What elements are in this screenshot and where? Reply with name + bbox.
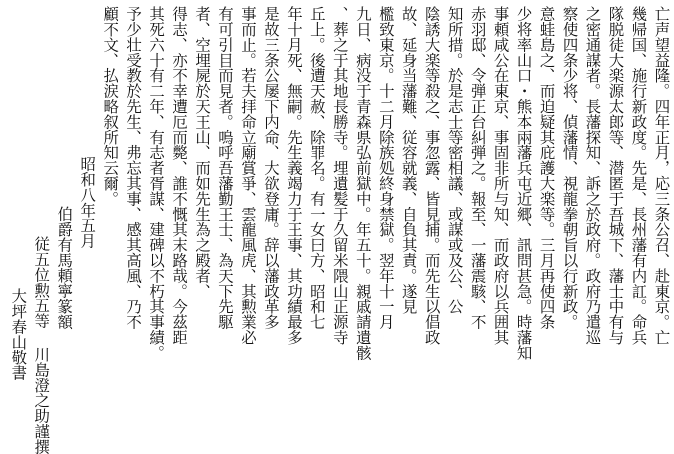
text-column-3: 隊脱徒大楽源太郎等、潜匿于吾城下、藩士中有与	[606, 6, 625, 345]
text-column-22: 得志、亦不幸遭厄而斃、誰不慨其末路哉。今茲距	[170, 6, 189, 345]
author-line: 従五位勲五等 川島澄之助謹撰	[32, 236, 51, 454]
text-column-10: 知所措。於是志士等密相議、或謀或及公、公	[445, 6, 464, 314]
text-column-19: 事而止。若夫拝命立廟賞爭、雲龍風虎、其勲業必	[238, 6, 257, 345]
text-column-20: 有可引目而見者。嗚呼吾藩勤王士、為天下先駆	[216, 6, 234, 330]
text-column-23: 其死六十有二年、有志者胥謀、建碑以不朽其事績。	[147, 6, 166, 361]
text-column-14: 九日、病没于青森県弘前獄中。年五十。親戚請遺骸	[353, 6, 372, 361]
text-column-1: 亡声望益隆。四年正月，応三条公召、赴東京。亡	[652, 6, 671, 345]
calligraphy-credit-line: 大坪春山敬書	[9, 288, 28, 381]
text-column-2: 幾帰国、施行新政度。先是、長州藩有内訌。命兵	[629, 6, 648, 345]
text-column-25: 顧不文、払涙略叙所知云爾。	[101, 6, 120, 207]
text-column-15: 、葬之于其地長勝寺。埋遺髪于久留米隈山正源寺	[330, 6, 349, 345]
text-column-9: 赤羽邸、令弾正台糾弾之。報至、一藩震駭、不	[468, 6, 487, 330]
text-column-13: 檻致東京。十二月除族処終身禁獄。翌年十一月	[376, 6, 395, 330]
text-column-5: 察使四条少将、偵藩情、視龍拳朝旨以行新政。	[560, 6, 579, 330]
text-column-4: 之密通謀者。長藩探知、訴之於政府。政府乃遣巡	[583, 6, 602, 345]
text-column-21: 者、空埋屍於天王山、而如先生為之殿者、	[193, 6, 212, 299]
text-column-6: 意蛙島之、而迫疑其庇護大楽等。三月再使四条	[537, 6, 556, 330]
calligrapher-line: 伯爵有馬頼寧篆額	[55, 206, 74, 330]
date-line: 昭和八年五月	[78, 156, 97, 249]
text-column-12: 故、延身当藩難、従容就義、自負其責。遂見	[399, 6, 418, 314]
text-column-17: 年十月死、無嗣。先生義竭力于王事、其功績最多	[284, 6, 303, 345]
text-column-24: 予少壮受教於先生、弗忘其事、感其高風、乃不	[124, 6, 143, 330]
text-column-16: 丘上。後遭天赦、除罪名。有一女曰方、昭和七	[307, 6, 326, 330]
text-column-7: 少将率山口・熊本兩藩兵屯近郷、訊問甚急。時藩知	[514, 6, 533, 361]
text-column-18: 是故三条公屡下内命、大欲登庸。辞以藩政革多	[261, 6, 280, 330]
text-column-8: 事頼咸公在東京、事固非所与知、而政府以兵囲其	[491, 6, 510, 345]
text-column-11: 陰誘大楽等殺之、事忽露、皆見捕。而先生以倡政	[422, 6, 441, 345]
